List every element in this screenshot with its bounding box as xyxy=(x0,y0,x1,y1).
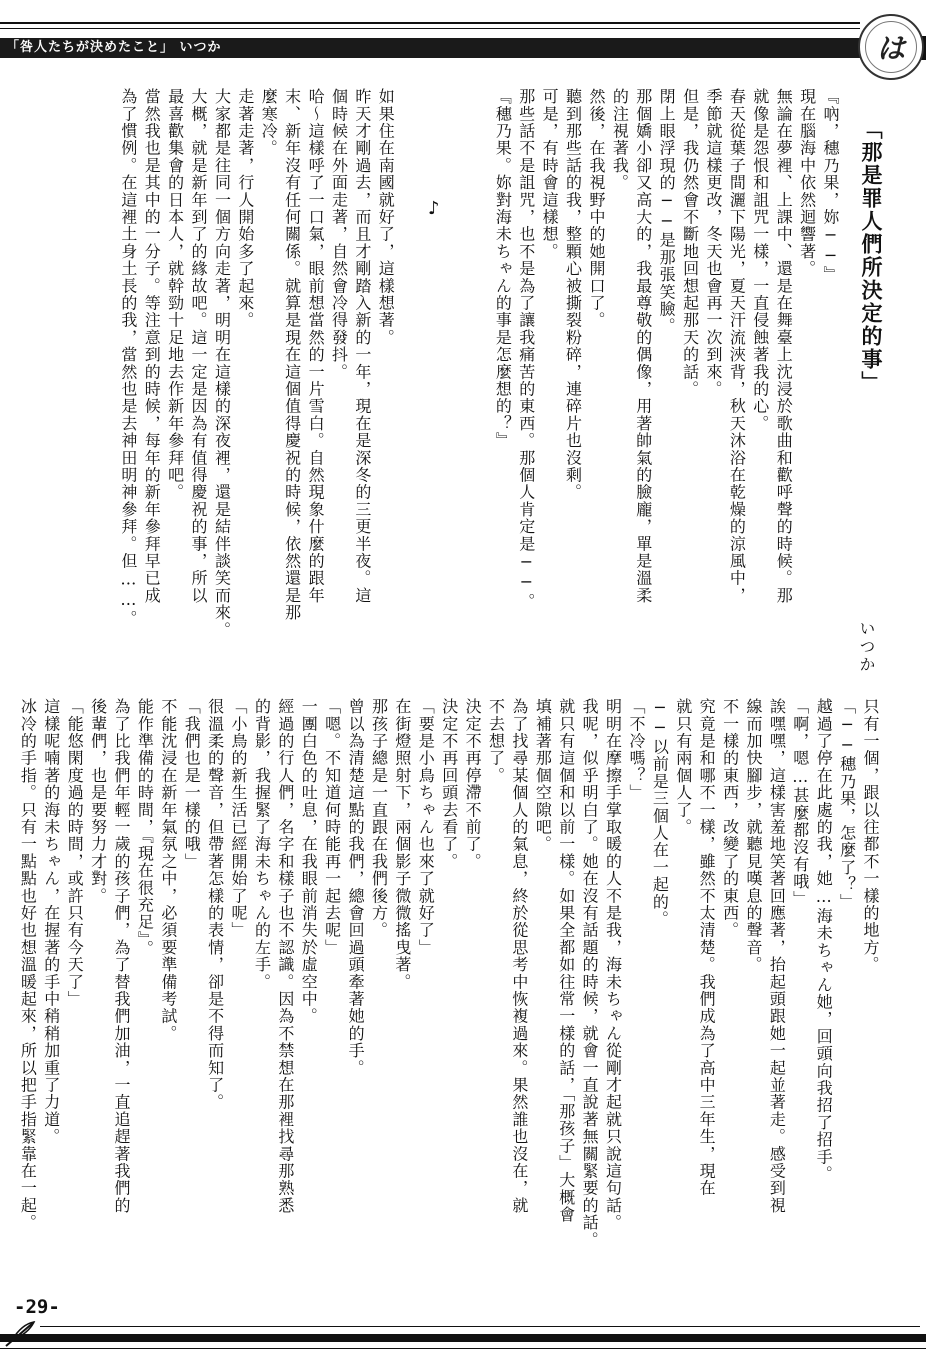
header-title: 「咎人たちが決めたこと」 いつか xyxy=(6,40,222,55)
lower-text-block: 只有一個，跟以往都不一樣的地方。 「──穗乃果，怎麼了？」 越過了停在此處的我，她…海未ちゃん她，回頭向我招了招手。 「啊，嗯…甚麼都沒有哦」 誒嘿嘿，這樣害羞地笑著回應著，抬起頭跟她一起並著走。感受到視 線而加快腳步，就聽見嘆息的聲音。 不一樣的東西，改變了的東西。 究竟是和哪不一樣，雖然不太清楚。我們成為了高中三年生，現在 就只有兩個人了。 ──以前是三個人在一起的。 「不冷嗎？」 明明在摩擦手掌取暖的人不是我，海未ちゃん從剛才起就只說這句話。 我呢，似乎明白了。她在沒有話題的時候，就會一直說著無關緊要的話。 就只有這個和以前一樣。如果全都如往常一樣的話，「那孩子」大概會 填補著那個空隙吧。 為了找尋某個人的氣息，終於從思考中恢複過來。果然誰也沒在，就 不去想了。 決定不再停滯不前了。 決定不再回頭去看了。 「要是小鳥ちゃん也來了就好了」 在街燈照射下，兩個影子微微搖曳著。 那孩子總是一直跟在我們後方。 曾以為清楚這點的我們，總會回過頭牽著她的手。 「嗯。不知道何時能再一起去呢」 一團白色的吐息，在我眼前消失於虛空中。 經過的行人們，名字和樣子也不認識。因為不禁想在那裡找尋那熟悉 的背影，我握緊了海未ちゃん的左手。 「小鳥的新生活已經開始了呢」 很溫柔的聲音，但帶著怎樣的表情，卻是不得而知了。 「我們也是一樣的哦」 不能沈浸在新年氣氛之中，必須要準備考試。 能作準備的時間，『現在很充足』。 為了比我們年輕一歲的孩子們，為了替我們加油，一直追趕著我們的 後輩們，也是要努力才對。 「能悠閑度過的時間，或許只有今天了」 這樣呢喃著的海未ちゃん，在握著的手中稍稍加重了力道。 冰冷的手指。只有一點點也好也想溫暖起來，所以把手指緊靠在一起。 xyxy=(18,698,880,1249)
music-note-icon: ♪ xyxy=(428,198,440,219)
page-badge-icon xyxy=(858,14,924,80)
header-rule-top xyxy=(0,22,860,24)
footer-bar xyxy=(0,1334,926,1342)
badge-glyph: は xyxy=(865,21,917,73)
page-number: -29- xyxy=(14,1296,60,1318)
footer-rule-top xyxy=(40,1326,920,1327)
article-title: 「那是罪人們所決定的事」 xyxy=(859,118,884,394)
article-author: いつか xyxy=(857,620,876,674)
header-rule-thin xyxy=(0,28,860,29)
upper-text-block: 『吶，穗乃果，妳──』 現在腦海中依然迴響著。 無論在夢裡、上課中、還是在舞臺上沈浸於歌曲和歡呼聲的時候。那 就像是怨恨和詛咒一樣，一直侵蝕著我的心。 春天從葉子間灑下陽光，夏天汗流浹背，秋天沐浴在乾燥的涼風中， 季節就這樣更改，冬天也會再一次到來。 但是，我仍然會不斷地回想起那天的話。 閉上眼浮現的──是那張笑臉。 那個嬌小卻又高大的，我最尊敬的偶像，用著帥氣的臉龐，單是溫柔 的注視著我。 然後，在我視野中的她開口了。 聽到那些話的我，整顆心被撕裂粉碎，連碎片也沒剩。 可是，有時會這樣想。 那些話不是詛咒，也不是為了讓我痛苦的東西。那個人肯定是──。 『穗乃果。妳對海未ちゃん的事是怎麼想的？』 如果住在南國就好了，這樣想著。 昨天才剛過去，而且才剛踏入新的一年，現在是深冬的三更半夜。這 個時候在外面走著，自然會冷得發抖。 哈～這樣呼了一口氣，眼前想當然的一片雪白。自然現象什麼的跟年 末、新年沒有任何關係。就算是現在這個值得慶祝的時候，依然還是那 麼寒冷。 走著走著，行人開始多了起來。 大家都是往同一個方向走著，明明在這樣的深夜裡，還是結伴談笑而來。 大概，就是新年到了的緣故吧。這一定是因為有值得慶祝的事，所以 最喜歡集會的日本人，就幹勁十足地去作新年參拜吧。 當然我也是其中的一分子。等注意到的時候，每年的新年參拜早已成 為了慣例。在這裡土身土長的我，當然也是去神田明神參拜。但……。 xyxy=(118,88,840,639)
footer-rule-bottom xyxy=(0,1348,926,1349)
